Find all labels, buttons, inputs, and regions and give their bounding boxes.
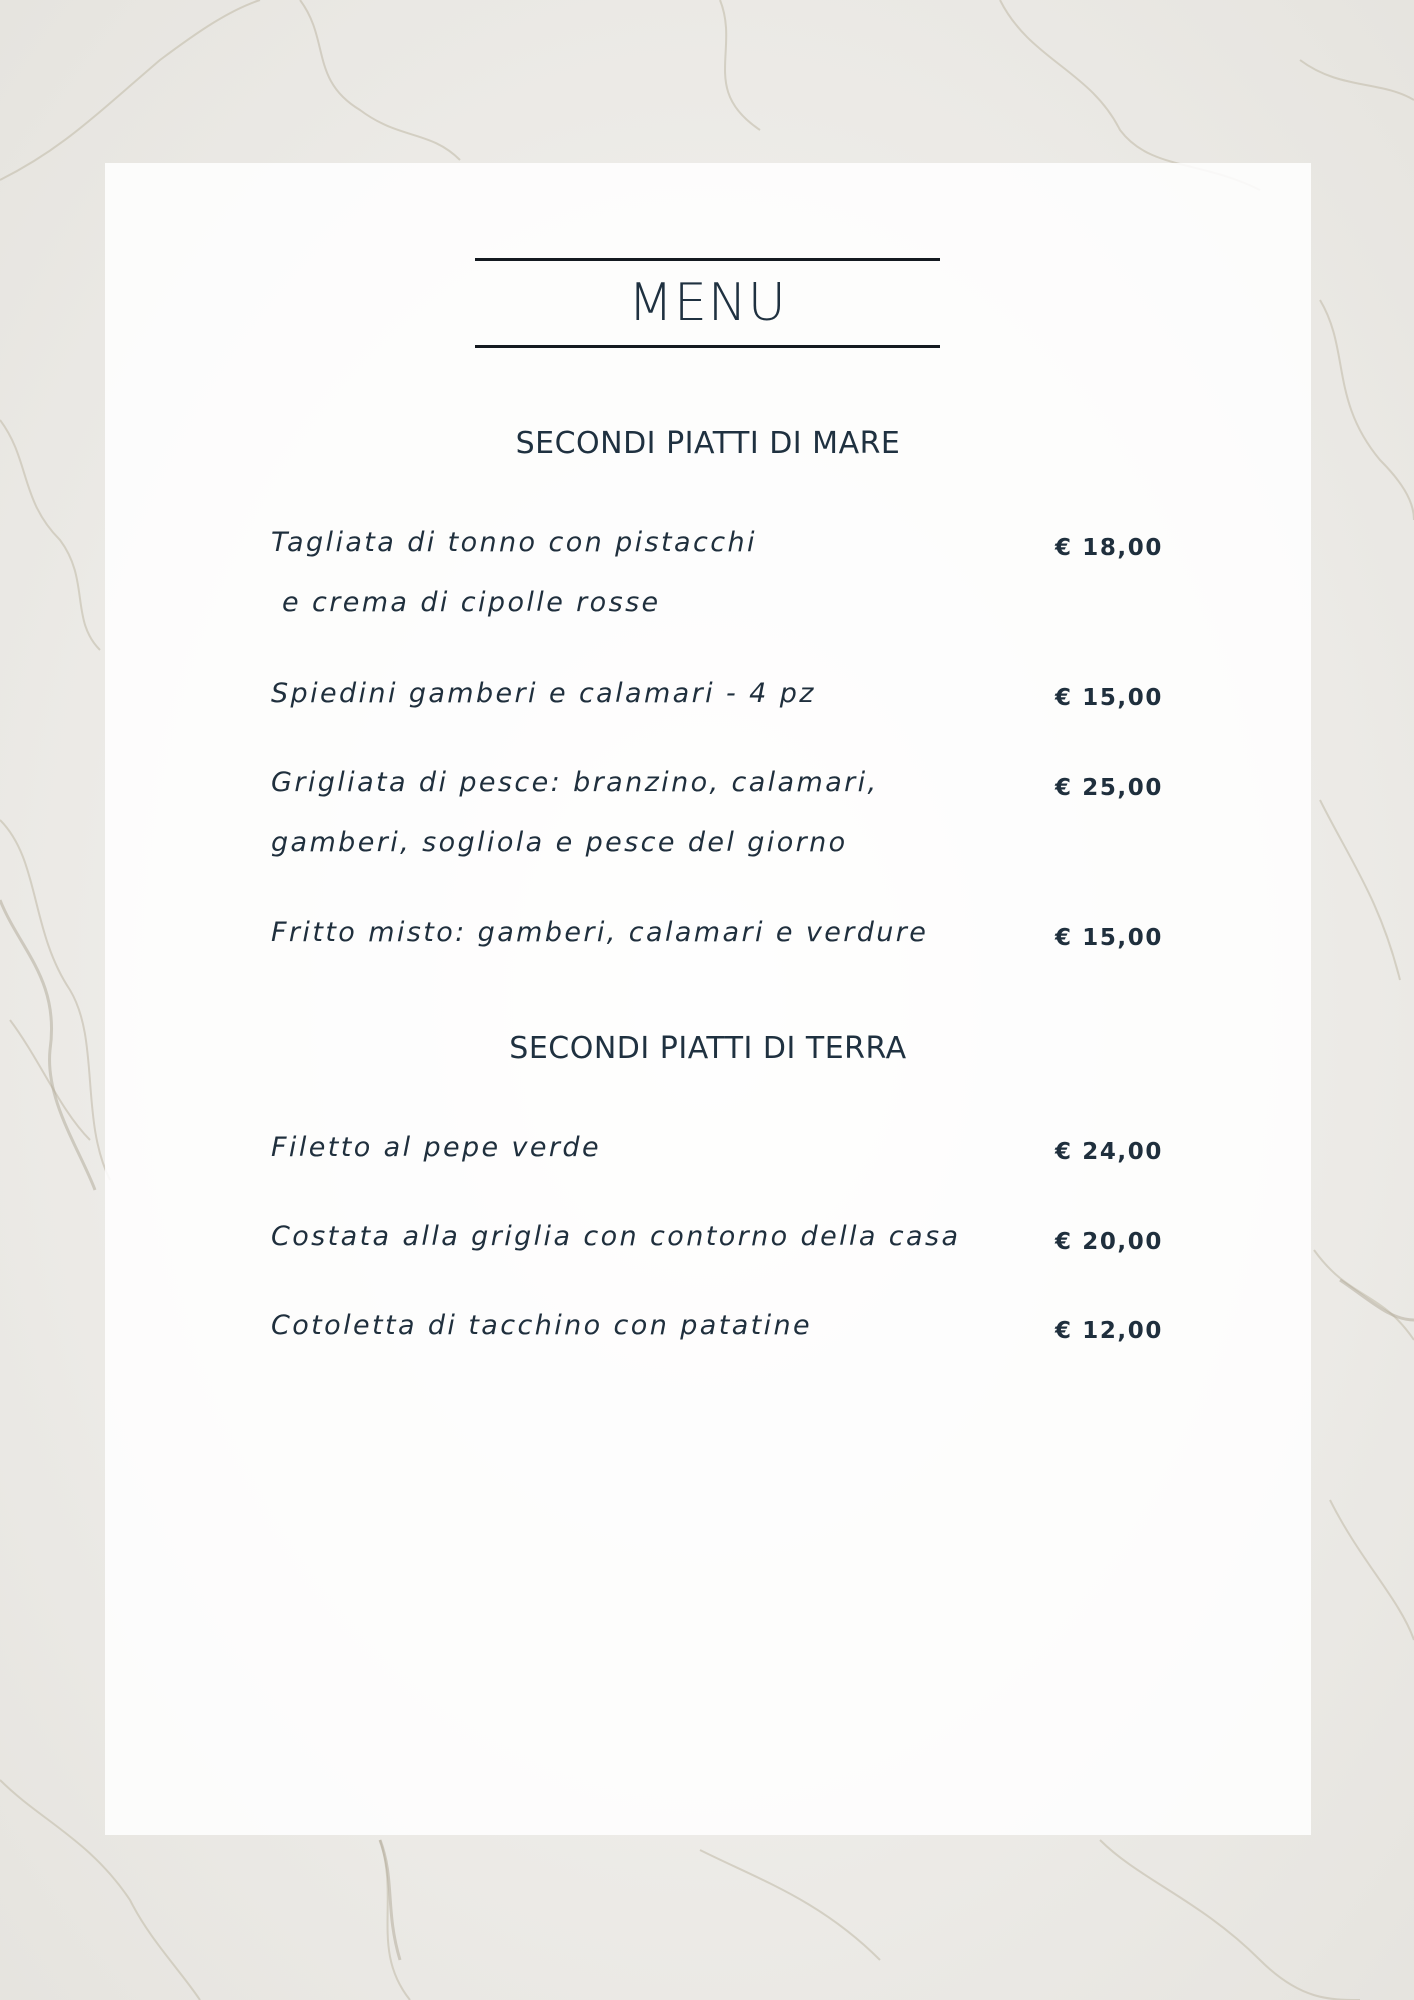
menu-item: [271, 664, 816, 724]
menu-item-name: Costata alla griglia con contorno della casa: [271, 1221, 961, 1252]
menu-item: [271, 753, 879, 873]
menu-item-name: Spiedini gamberi e calamari - 4 pz: [271, 678, 816, 709]
menu-item-price: € 25,00: [1055, 775, 1163, 801]
title-rule-bottom: [475, 345, 940, 348]
menu-item-price: € 24,00: [1055, 1139, 1163, 1165]
menu-item: [271, 513, 757, 633]
section-heading-mare: SECONDI PIATTI DI MARE: [515, 426, 901, 461]
menu-item-price: € 15,00: [1055, 925, 1163, 951]
menu-item-price: € 20,00: [1055, 1229, 1163, 1255]
menu-item-name: Filetto al pepe verde: [271, 1132, 601, 1163]
menu-item-name: Fritto misto: gamberi, calamari e verdure: [271, 917, 929, 948]
menu-item-name-line2: e crema di cipolle rosse: [271, 587, 661, 618]
section-heading-terra: SECONDI PIATTI DI TERRA: [509, 1031, 907, 1066]
menu-item: [271, 1296, 812, 1356]
menu-item-price: € 12,00: [1055, 1318, 1163, 1344]
menu-item-name-line2: gamberi, sogliola e pesce del giorno: [271, 827, 848, 858]
menu-item: [271, 1207, 960, 1267]
menu-item-price: € 15,00: [1055, 685, 1163, 711]
menu-item-name: Cotoletta di tacchino con patatine: [271, 1310, 813, 1341]
menu-item-name: Tagliata di tonno con pistacchi: [271, 527, 757, 558]
title-rule-top: [475, 258, 940, 261]
menu-item-price: € 18,00: [1055, 535, 1163, 561]
menu-item: [271, 1118, 601, 1178]
menu-panel: [105, 163, 1311, 1835]
menu-item-name: Grigliata di pesce: branzino, calamari,: [271, 767, 879, 798]
menu-item: [271, 903, 928, 963]
menu-title: MENU: [628, 273, 787, 333]
